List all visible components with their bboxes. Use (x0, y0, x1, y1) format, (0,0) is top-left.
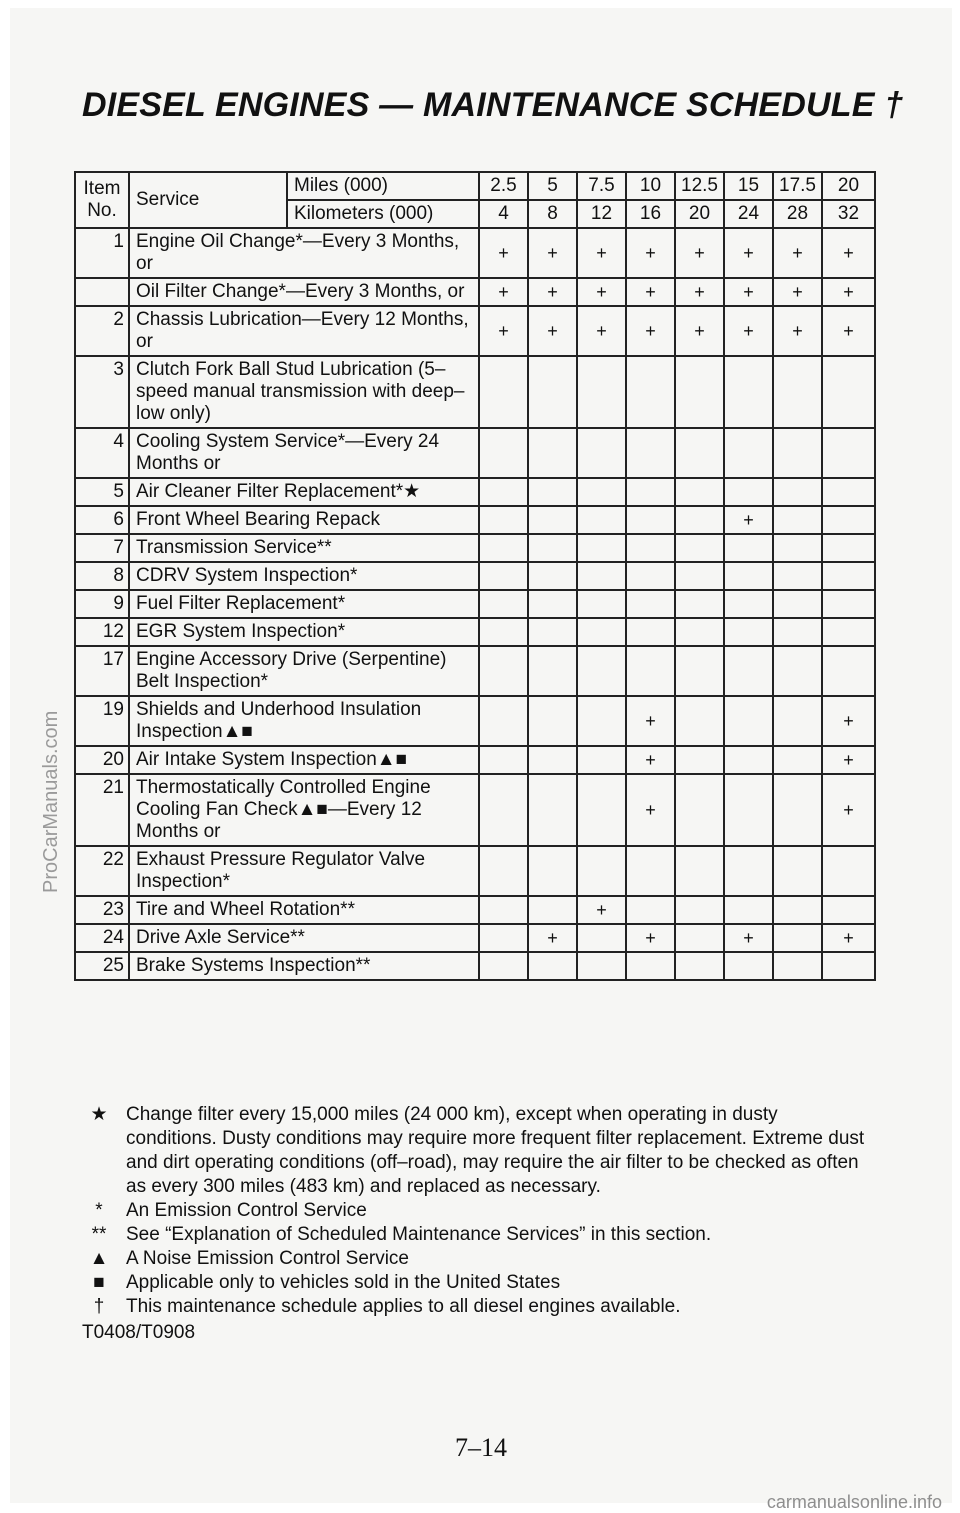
interval-mark: + (822, 924, 875, 952)
item-number: 19 (75, 696, 129, 746)
service-description: Chassis Lubrication—Every 12 Months, or (129, 306, 479, 356)
service-description: Cooling System Service*—Every 24 Months or (129, 428, 479, 478)
service-description: Oil Filter Change*—Every 3 Months, or (129, 278, 479, 306)
interval-mark (479, 952, 528, 980)
footnote-text: Change filter every 15,000 miles (24 000 km), except when operating in dusty conditions. Dusty conditions may require more frequent filter replacement. Extreme dust and dirt operating conditions (off–road), may require the air filter to be checked as often as every 300 miles (483 km) and replaced as necessary. (126, 1104, 865, 1197)
side-watermark-text: ProCarManuals.com (40, 710, 62, 893)
interval-mark (479, 590, 528, 618)
interval-mark (626, 428, 675, 478)
interval-mark: + (528, 306, 577, 356)
interval-mark: + (822, 306, 875, 356)
interval-mark: + (626, 228, 675, 278)
interval-mark (675, 846, 724, 896)
interval-mark (479, 746, 528, 774)
interval-mark: + (577, 228, 626, 278)
interval-mark: + (822, 774, 875, 846)
interval-mark (528, 774, 577, 846)
interval-mark (724, 896, 773, 924)
item-number: 23 (75, 896, 129, 924)
interval-mark (675, 428, 724, 478)
interval-mark (773, 478, 822, 506)
footnote-text: An Emission Control Service (126, 1200, 367, 1221)
page-number: 7–14 (455, 1433, 507, 1462)
item-number: 6 (75, 506, 129, 534)
km-cell: 32 (822, 200, 875, 228)
interval-mark (577, 924, 626, 952)
interval-mark (577, 646, 626, 696)
interval-mark (724, 846, 773, 896)
miles-cell: 15 (724, 172, 773, 200)
interval-mark (626, 356, 675, 428)
interval-mark (577, 356, 626, 428)
interval-mark: + (577, 896, 626, 924)
km-header: Kilometers (000) (287, 200, 479, 228)
interval-mark (528, 428, 577, 478)
interval-mark (773, 590, 822, 618)
footnote-symbol: ▲ (89, 1248, 109, 1269)
interval-mark (773, 896, 822, 924)
item-number: 8 (75, 562, 129, 590)
interval-mark (822, 646, 875, 696)
service-description: Air Cleaner Filter Replacement*★ (129, 478, 479, 506)
interval-mark (675, 774, 724, 846)
interval-mark (773, 846, 822, 896)
manual-page (10, 8, 952, 1512)
km-cell: 8 (528, 200, 577, 228)
footnote-text: See “Explanation of Scheduled Maintenance Services” in this section. (126, 1224, 712, 1245)
interval-mark (479, 846, 528, 896)
interval-mark (675, 896, 724, 924)
item-number (75, 278, 129, 306)
interval-mark (626, 534, 675, 562)
service-description: Engine Oil Change*—Every 3 Months, or (129, 228, 479, 278)
interval-mark: + (626, 306, 675, 356)
interval-mark (479, 356, 528, 428)
table-row (75, 618, 875, 646)
interval-mark: + (675, 228, 724, 278)
interval-mark (528, 746, 577, 774)
service-description: Front Wheel Bearing Repack (129, 506, 479, 534)
table-row (75, 306, 875, 356)
service-description: Shields and Underhood Insulation Inspection▲■ (129, 696, 479, 746)
item-number: 12 (75, 618, 129, 646)
footnote (82, 1247, 872, 1271)
interval-mark (724, 590, 773, 618)
service-description: Brake Systems Inspection** (129, 952, 479, 980)
interval-mark (822, 590, 875, 618)
interval-mark (724, 356, 773, 428)
interval-mark (528, 534, 577, 562)
interval-mark (479, 696, 528, 746)
miles-cell: 10 (626, 172, 675, 200)
interval-mark (528, 952, 577, 980)
interval-mark (675, 478, 724, 506)
table-row (75, 534, 875, 562)
interval-mark: + (822, 278, 875, 306)
item-number: 1 (75, 228, 129, 278)
item-number: 2 (75, 306, 129, 356)
interval-mark (577, 618, 626, 646)
table-row (75, 746, 875, 774)
interval-mark (528, 618, 577, 646)
interval-mark (675, 746, 724, 774)
interval-mark (577, 846, 626, 896)
interval-mark: + (479, 306, 528, 356)
interval-mark: + (479, 278, 528, 306)
service-description: EGR System Inspection* (129, 618, 479, 646)
header-row-miles (75, 172, 875, 200)
interval-mark (479, 428, 528, 478)
interval-mark (773, 774, 822, 846)
footnote-text: Applicable only to vehicles sold in the United States (126, 1272, 561, 1293)
interval-mark (528, 696, 577, 746)
item-no-header: Item No. (75, 172, 129, 228)
interval-mark (479, 774, 528, 846)
interval-mark (528, 590, 577, 618)
interval-mark: + (675, 278, 724, 306)
interval-mark: + (626, 696, 675, 746)
interval-mark (724, 646, 773, 696)
interval-mark (773, 562, 822, 590)
interval-mark (626, 846, 675, 896)
interval-mark (822, 952, 875, 980)
interval-mark (626, 896, 675, 924)
interval-mark (822, 562, 875, 590)
item-number: 3 (75, 356, 129, 428)
interval-mark (479, 896, 528, 924)
table-row (75, 646, 875, 696)
miles-cell: 7.5 (577, 172, 626, 200)
interval-mark: + (528, 278, 577, 306)
interval-mark: + (724, 278, 773, 306)
interval-mark: + (577, 278, 626, 306)
interval-mark (528, 646, 577, 696)
interval-mark (822, 478, 875, 506)
interval-mark: + (577, 306, 626, 356)
interval-mark (479, 924, 528, 952)
interval-mark: + (724, 306, 773, 356)
interval-mark: + (822, 746, 875, 774)
interval-mark: + (773, 306, 822, 356)
interval-mark (822, 506, 875, 534)
item-number: 21 (75, 774, 129, 846)
interval-mark (479, 478, 528, 506)
table-row (75, 506, 875, 534)
footnote (82, 1271, 872, 1295)
interval-mark: + (626, 278, 675, 306)
interval-mark (773, 746, 822, 774)
interval-mark: + (528, 924, 577, 952)
side-watermark (30, 608, 70, 928)
km-cell: 24 (724, 200, 773, 228)
table-row (75, 590, 875, 618)
maintenance-schedule-table (74, 171, 876, 981)
interval-mark (626, 478, 675, 506)
interval-mark: + (773, 278, 822, 306)
interval-mark (479, 646, 528, 696)
interval-mark (773, 428, 822, 478)
table-row (75, 278, 875, 306)
footnote-text: This maintenance schedule applies to all diesel engines available. (126, 1296, 681, 1317)
item-number: 24 (75, 924, 129, 952)
interval-mark (724, 746, 773, 774)
footnote-symbol: ★ (90, 1104, 108, 1125)
interval-mark (528, 846, 577, 896)
interval-mark (675, 952, 724, 980)
interval-mark (773, 506, 822, 534)
interval-mark (528, 896, 577, 924)
table-row (75, 696, 875, 746)
interval-mark (626, 506, 675, 534)
item-number: 22 (75, 846, 129, 896)
interval-mark (822, 846, 875, 896)
service-header: Service (129, 172, 287, 228)
interval-mark (724, 428, 773, 478)
interval-mark (577, 952, 626, 980)
service-description: Air Intake System Inspection▲■ (129, 746, 479, 774)
table-row (75, 356, 875, 428)
interval-mark (577, 562, 626, 590)
table-row (75, 846, 875, 896)
footnote (82, 1103, 872, 1199)
interval-mark (626, 590, 675, 618)
interval-mark: + (724, 506, 773, 534)
interval-mark (773, 924, 822, 952)
interval-mark (577, 590, 626, 618)
interval-mark (724, 562, 773, 590)
service-description: Transmission Service** (129, 534, 479, 562)
item-number: 20 (75, 746, 129, 774)
bottom-watermark: carmanualsonline.info (766, 1492, 942, 1512)
interval-mark: + (479, 228, 528, 278)
interval-mark (822, 534, 875, 562)
interval-mark (479, 534, 528, 562)
interval-mark (577, 428, 626, 478)
item-number: 17 (75, 646, 129, 696)
footnote (82, 1295, 872, 1319)
footnote (82, 1223, 872, 1247)
footnote-symbol: † (93, 1296, 105, 1317)
interval-mark (773, 618, 822, 646)
interval-mark (479, 562, 528, 590)
interval-mark (822, 618, 875, 646)
interval-mark (577, 746, 626, 774)
km-cell: 12 (577, 200, 626, 228)
interval-mark: + (626, 924, 675, 952)
table-row (75, 952, 875, 980)
item-number: 4 (75, 428, 129, 478)
service-description: CDRV System Inspection* (129, 562, 479, 590)
table-row (75, 924, 875, 952)
km-cell: 4 (479, 200, 528, 228)
interval-mark (626, 646, 675, 696)
interval-mark: + (822, 228, 875, 278)
interval-mark (675, 590, 724, 618)
interval-mark: + (724, 924, 773, 952)
interval-mark (479, 506, 528, 534)
interval-mark (577, 506, 626, 534)
interval-mark (626, 618, 675, 646)
interval-mark (773, 696, 822, 746)
interval-mark (822, 356, 875, 428)
service-description: Clutch Fork Ball Stud Lubrication (5–speed manual transmission with deep–low only) (129, 356, 479, 428)
interval-mark: + (626, 774, 675, 846)
interval-mark (822, 428, 875, 478)
km-cell: 16 (626, 200, 675, 228)
interval-mark: + (626, 746, 675, 774)
interval-mark (675, 506, 724, 534)
interval-mark (675, 356, 724, 428)
service-description: Drive Axle Service** (129, 924, 479, 952)
interval-mark (577, 534, 626, 562)
table-row (75, 774, 875, 846)
service-description: Fuel Filter Replacement* (129, 590, 479, 618)
document-code: T0408/T0908 (82, 1322, 196, 1343)
service-description: Thermostatically Controlled Engine Cooling Fan Check▲■—Every 12 Months or (129, 774, 479, 846)
interval-mark (822, 896, 875, 924)
interval-mark (577, 774, 626, 846)
interval-mark (626, 952, 675, 980)
table-row (75, 562, 875, 590)
interval-mark (724, 774, 773, 846)
interval-mark (626, 562, 675, 590)
interval-mark (528, 356, 577, 428)
table-row (75, 478, 875, 506)
interval-mark (675, 696, 724, 746)
table-row (75, 428, 875, 478)
interval-mark (724, 696, 773, 746)
item-number: 7 (75, 534, 129, 562)
interval-mark (724, 478, 773, 506)
interval-mark (675, 646, 724, 696)
item-number: 9 (75, 590, 129, 618)
interval-mark (773, 356, 822, 428)
interval-mark (479, 618, 528, 646)
interval-mark (577, 696, 626, 746)
item-number: 5 (75, 478, 129, 506)
interval-mark (528, 506, 577, 534)
miles-cell: 2.5 (479, 172, 528, 200)
miles-cell: 12.5 (675, 172, 724, 200)
interval-mark (675, 562, 724, 590)
miles-cell: 17.5 (773, 172, 822, 200)
page-title: DIESEL ENGINES — MAINTENANCE SCHEDULE † (82, 86, 904, 124)
table-row (75, 896, 875, 924)
interval-mark: + (528, 228, 577, 278)
footnote-text: A Noise Emission Control Service (126, 1248, 409, 1269)
interval-mark (675, 534, 724, 562)
miles-header: Miles (000) (287, 172, 479, 200)
footnote (82, 1199, 872, 1223)
service-description: Engine Accessory Drive (Serpentine) Belt Inspection* (129, 646, 479, 696)
service-description: Exhaust Pressure Regulator Valve Inspection* (129, 846, 479, 896)
footnote-symbol: * (95, 1200, 103, 1221)
interval-mark (773, 646, 822, 696)
table-row (75, 228, 875, 278)
footnotes (82, 1103, 872, 1345)
interval-mark: + (773, 228, 822, 278)
service-description: Tire and Wheel Rotation** (129, 896, 479, 924)
item-number: 25 (75, 952, 129, 980)
interval-mark: + (724, 228, 773, 278)
interval-mark (528, 562, 577, 590)
footnote-symbol: ** (91, 1224, 107, 1245)
miles-cell: 5 (528, 172, 577, 200)
interval-mark (528, 478, 577, 506)
interval-mark (724, 952, 773, 980)
interval-mark (577, 478, 626, 506)
km-cell: 28 (773, 200, 822, 228)
interval-mark: + (822, 696, 875, 746)
interval-mark (675, 618, 724, 646)
interval-mark (773, 534, 822, 562)
footnote-symbol: ■ (93, 1272, 105, 1293)
miles-cell: 20 (822, 172, 875, 200)
interval-mark: + (675, 306, 724, 356)
km-cell: 20 (675, 200, 724, 228)
interval-mark (724, 534, 773, 562)
interval-mark (675, 924, 724, 952)
interval-mark (773, 952, 822, 980)
interval-mark (724, 618, 773, 646)
